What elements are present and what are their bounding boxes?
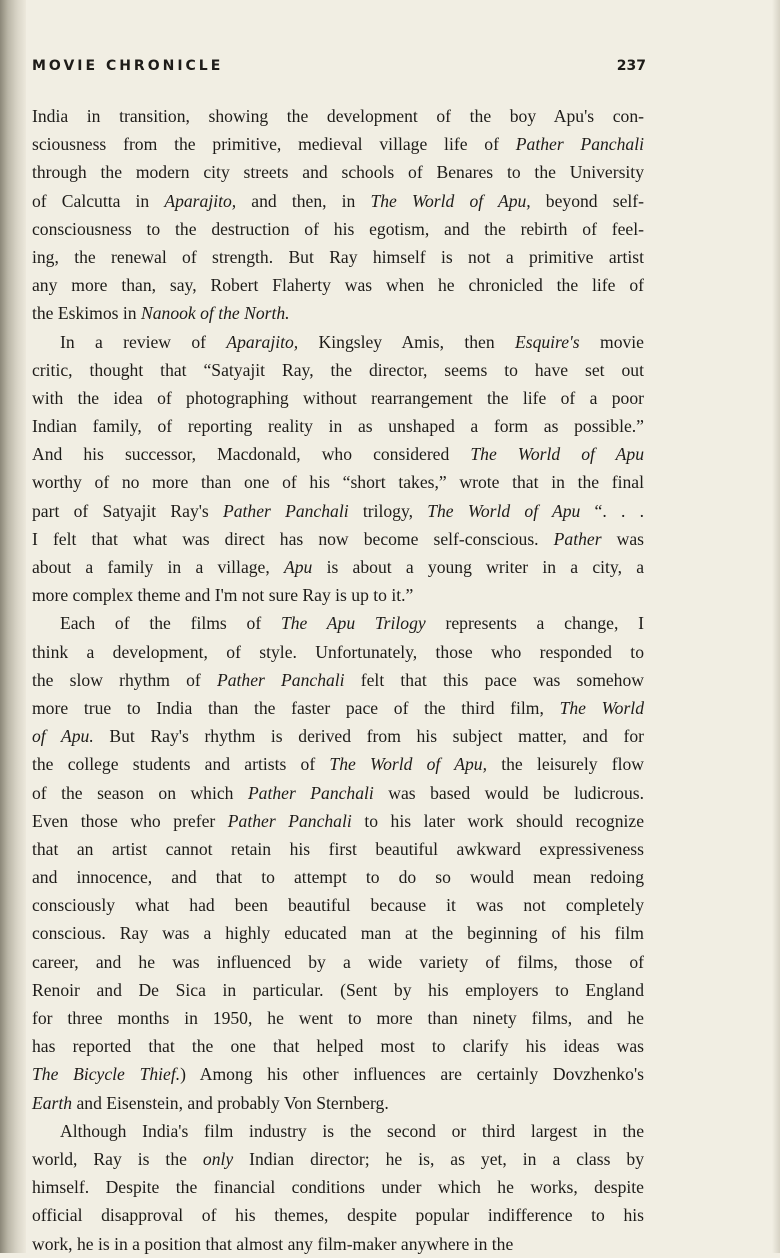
text-line: [32, 102, 644, 130]
italic-title: The Bicycle Thief.: [32, 1064, 181, 1085]
text-line: [32, 1060, 644, 1088]
italic-title: Pather Panchali: [227, 810, 352, 831]
text-line: [32, 863, 644, 891]
text-segment: India in transition, showing the development of the boy Apu's con-: [32, 106, 644, 126]
text-line: [32, 638, 644, 666]
text-line: [32, 356, 644, 384]
text-segment: himself. Despite the financial conditions under which he works, despite: [32, 1177, 644, 1198]
text-segment: is about a young writer in a city, a: [312, 557, 645, 577]
italic-title: The World of Apu,: [370, 190, 531, 211]
text-segment: beyond self-: [530, 190, 644, 211]
text-segment: part of Satyajit Ray's: [32, 500, 223, 521]
italic-title: Aparajito,: [164, 190, 237, 211]
text-line: [32, 722, 644, 750]
text-segment: Indian family, of reporting reality in as unshaped a form as possible.”: [32, 416, 644, 437]
text-segment: of the season on which: [32, 782, 248, 803]
italic-title: The World: [559, 697, 644, 718]
text-segment: consciously what had been beautiful because it was not completely: [32, 895, 644, 916]
text-line: [32, 609, 644, 637]
text-line: [32, 1032, 644, 1060]
text-segment: Renoir and De Sica in particular. (Sent by his employers to England: [32, 979, 644, 1000]
text-segment: conscious. Ray was a highly educated man at the beginning of his film: [32, 923, 644, 944]
text-segment: Indian director; he is, as yet, in a class by: [233, 1148, 644, 1169]
text-line: [32, 835, 644, 863]
italic-title: The Apu Trilogy: [280, 613, 426, 634]
page-edge-shadow: [772, 0, 780, 1253]
text-line: [32, 525, 644, 553]
text-line: [32, 215, 644, 243]
text-segment: the college students and artists of: [32, 754, 330, 775]
text-line: [32, 581, 644, 609]
text-line: [32, 750, 644, 778]
text-segment: for three months in 1950, he went to more than ninety films, and he: [32, 1008, 644, 1028]
text-segment: worthy of no more than one of his “short takes,” wrote that in the final: [32, 472, 644, 493]
italic-title: Pather Panchali: [515, 134, 644, 155]
running-head: MOVIE CHRONICLE: [32, 58, 224, 74]
text-segment: Each of the films of: [60, 613, 281, 634]
text-segment: any more than, say, Robert Flaherty was when he chronicled the life of: [32, 275, 644, 296]
text-segment: think a development, of style. Unfortunately, those who responded to: [32, 641, 644, 662]
text-segment: I felt that what was direct has now become self-conscious.: [32, 528, 554, 549]
page-number: 237: [616, 58, 646, 74]
text-line: [32, 158, 644, 186]
text-segment: to his later work should recognize: [351, 810, 645, 831]
text-line: [32, 1230, 644, 1258]
text-segment: through the modern city streets and schools of Benares to the University: [32, 162, 644, 183]
text-segment: about a family in a village,: [32, 557, 284, 577]
text-line: [32, 553, 644, 581]
italic-title: The World of Apu: [427, 500, 581, 521]
text-segment: critic, thought that “Satyajit Ray, the director, seems to have set out: [32, 359, 644, 380]
text-segment: and then, in: [236, 190, 371, 211]
text-segment: Even those who prefer: [32, 810, 228, 831]
text-segment: represents a change, I: [425, 613, 644, 634]
text-segment: world, Ray is the: [32, 1148, 203, 1169]
italic-title: The World of Apu,: [329, 754, 487, 775]
text-segment: was based would be ludicrous.: [373, 782, 644, 803]
italic-title: only: [202, 1148, 234, 1169]
text-segment: the leisurely flow: [486, 754, 644, 775]
text-line: [32, 694, 644, 722]
text-line: [32, 468, 644, 496]
text-line: [32, 497, 644, 525]
text-line: [32, 187, 644, 215]
text-segment: But Ray's rhythm is derived from his subject matter, and for: [93, 726, 644, 747]
text-line: [32, 384, 644, 412]
text-segment: the Eskimos in: [32, 303, 141, 324]
text-segment: felt that this pace was somehow: [344, 669, 644, 690]
text-segment: and innocence, and that to attempt to do so would mean redoing: [32, 867, 644, 888]
text-line: [32, 976, 644, 1004]
text-segment: was: [601, 528, 644, 549]
text-line: [32, 1145, 644, 1173]
text-line: [32, 779, 644, 807]
text-segment: consciousness to the destruction of his egotism, and the rebirth of feel-: [32, 218, 644, 239]
text-line: [32, 1173, 644, 1201]
text-segment: has reported that the one that helped most to clarify his ideas was: [32, 1036, 644, 1057]
italic-title: Earth: [32, 1092, 73, 1113]
text-line: [32, 1004, 644, 1032]
text-line: [32, 1201, 644, 1229]
text-segment: of Calcutta in: [32, 190, 165, 211]
italic-title: The World of Apu: [470, 444, 645, 465]
text-segment: Kingsley Amis, then: [298, 331, 515, 352]
text-segment: “. . .: [580, 500, 644, 521]
text-line: [32, 328, 644, 356]
text-segment: with the idea of photographing without rearrangement the life of a poor: [32, 387, 644, 408]
text-line: [32, 666, 644, 694]
text-line: [32, 271, 644, 299]
text-segment: sciousness from the primitive, medieval village life of: [32, 134, 516, 155]
text-line: [32, 807, 644, 835]
text-segment: that an artist cannot retain his first beautiful awkward expressiveness: [32, 838, 644, 859]
text-line: [32, 1089, 644, 1117]
italic-title: Aparajito,: [226, 331, 299, 352]
text-segment: work, he is in a position that almost any film-maker anywhere in the: [32, 1233, 514, 1254]
book-spine-shadow: [0, 0, 26, 1253]
text-segment: more true to India than the faster pace of the third film,: [32, 697, 560, 718]
italic-title: of Apu.: [32, 726, 94, 747]
text-segment: career, and he was influenced by a wide variety of films, those of: [32, 951, 644, 972]
text-line: [32, 1117, 644, 1145]
text-line: [32, 919, 644, 947]
italic-title: Pather Panchali: [216, 669, 345, 690]
text-segment: official disapproval of his themes, despite popular indifference to his: [32, 1205, 644, 1226]
text-segment: more complex theme and I'm not sure Ray is up to it.”: [32, 585, 414, 606]
text-line: [32, 299, 644, 327]
text-segment: ing, the renewal of strength. But Ray himself is not a primitive artist: [32, 246, 644, 267]
text-segment: ) Among his other influences are certainly Dovzhenko's: [180, 1064, 644, 1085]
text-segment: Although India's film industry is the second or third largest in the: [60, 1120, 644, 1141]
italic-title: Nanook of the North.: [140, 303, 290, 324]
italic-title: Apu: [284, 557, 313, 577]
text-segment: trilogy,: [348, 500, 428, 521]
text-segment: and Eisenstein, and probably Von Sternberg.: [72, 1092, 389, 1113]
italic-title: Esquire's: [514, 331, 580, 352]
text-line: [32, 440, 644, 468]
text-line: [32, 891, 644, 919]
text-segment: In a review of: [60, 331, 227, 352]
text-line: [32, 948, 644, 976]
italic-title: Pather Panchali: [222, 500, 349, 521]
italic-title: Pather Panchali: [247, 782, 374, 803]
text-segment: movie: [579, 331, 644, 352]
body-text: [32, 102, 644, 1258]
text-segment: And his successor, Macdonald, who considered: [32, 444, 471, 465]
page-header: [32, 58, 646, 74]
text-line: [32, 130, 644, 158]
text-line: [32, 243, 644, 271]
text-segment: the slow rhythm of: [32, 669, 217, 690]
text-line: [32, 412, 644, 440]
italic-title: Pather: [553, 528, 602, 549]
